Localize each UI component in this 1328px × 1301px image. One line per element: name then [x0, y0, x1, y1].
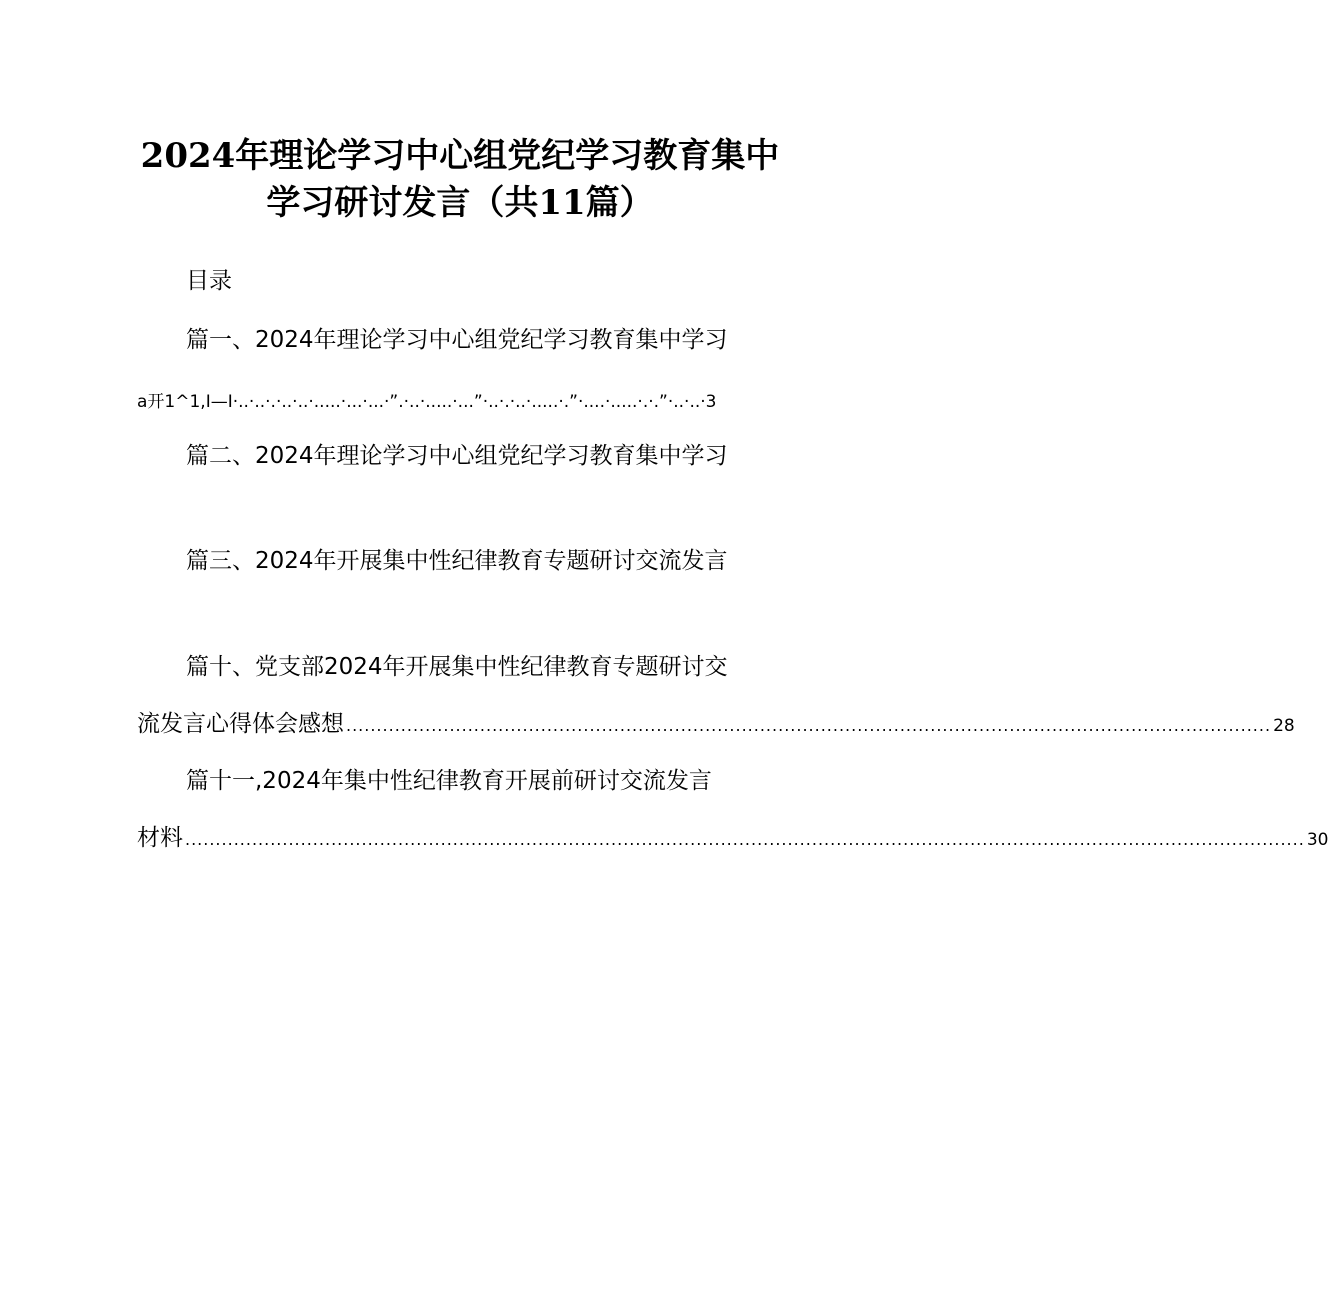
- dot-leader: ........................................................................................................................................................................................: [185, 830, 1305, 849]
- toc-entry-10-text: 流发言心得体会感想: [137, 711, 344, 737]
- toc-entry-11[interactable]: 篇十一,2024年集中性纪律教育开展前研讨交流发言: [186, 768, 712, 794]
- toc-entry-11-page-number: 30: [1306, 830, 1328, 850]
- toc-entry-2[interactable]: 篇二、2024年理论学习中心组党纪学习教育集中学习: [186, 443, 728, 469]
- toc-entry-1[interactable]: 篇一、2024年理论学习中心组党纪学习教育集中学习: [186, 327, 728, 353]
- toc-entry-3[interactable]: 篇三、2024年开展集中性纪律教育专题研讨交流发言: [186, 548, 728, 574]
- toc-entry-1-dotted-leader: a开1^1,I—I·..·..·.·..·..·.....·...·...·”.·..·.....·...”·..·.·..·.....·.”·....·.....·.·.”·..·..·3: [137, 392, 717, 412]
- toc-entry-10-page-number: 28: [1273, 716, 1295, 736]
- dot-leader: ........................................................................................................................................................: [346, 716, 1272, 735]
- toc-heading: 目录: [186, 268, 232, 294]
- toc-entry-10-continuation[interactable]: [137, 709, 1295, 741]
- document-title-line-1: 2024年理论学习中心组党纪学习教育集中: [140, 136, 780, 176]
- toc-entry-10[interactable]: 篇十、党支部2024年开展集中性纪律教育专题研讨交: [186, 654, 728, 680]
- toc-entry-11-text: 材料: [137, 825, 183, 851]
- toc-entry-11-continuation[interactable]: [137, 823, 1328, 855]
- document-title-line-2: 学习研讨发言（共11篇）: [266, 183, 654, 223]
